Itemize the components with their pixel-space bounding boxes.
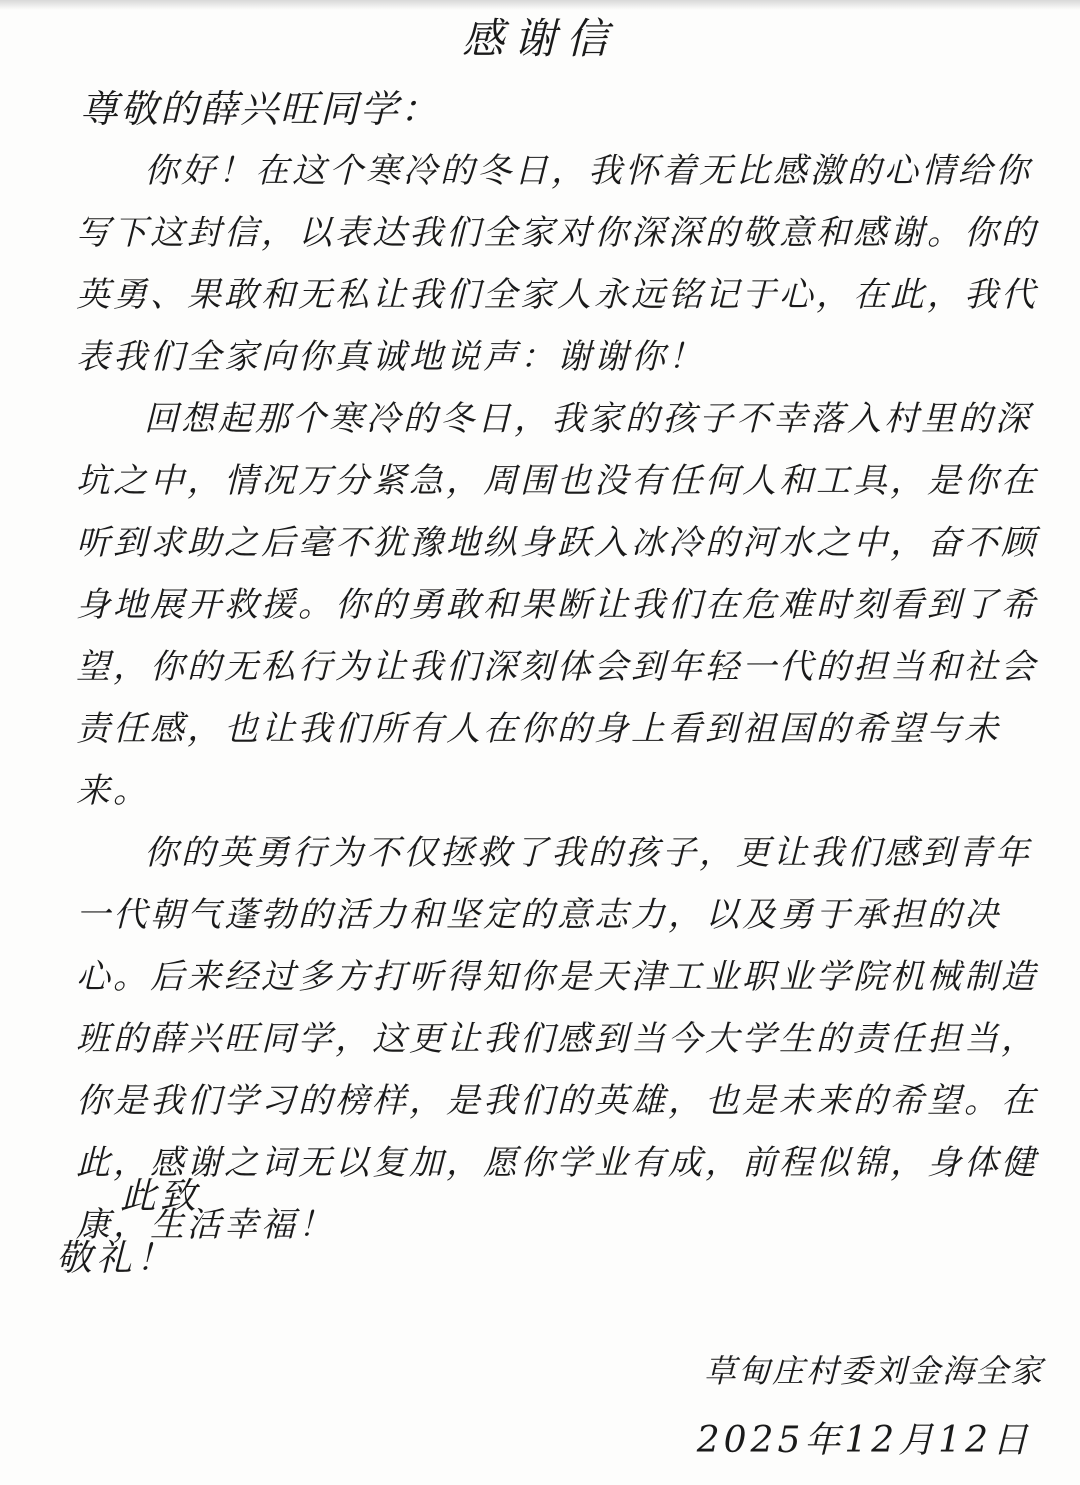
letter-regards: 敬礼！ bbox=[56, 1238, 177, 1279]
letter-salutation: 尊敬的薛兴旺同学： bbox=[80, 87, 441, 131]
letter-date: 2025年12月12日 bbox=[696, 1420, 1032, 1461]
letter-body bbox=[76, 140, 1061, 1256]
paragraph-recollection: 回想起那个寒冷的冬日，我家的孩子不幸落入村里的深坑之中，情况万分紧急，周围也没有任何人和工具，是你在听到求助之后毫不犹豫地纵身跃入冰冷的河水之中，奋不顾身地展开救援。你的勇敢和果断让我们在危难时刻看到了希望，你的无私行为让我们深刻体会到年轻一代的担当和社会责任感，也让我们所有人在你的身上看到祖国的希望与未来。 bbox=[76, 399, 1038, 811]
letter-title: 感谢信 bbox=[461, 14, 618, 63]
paragraph-greeting: 你好！在这个寒冷的冬日，我怀着无比感激的心情给你写下这封信，以表达我们全家对你深深的敬意和感谢。你的英勇、果敢和无私让我们全家人永远铭记于心，在此，我代表我们全家向你真诚地说声：谢谢你！ bbox=[76, 151, 1038, 377]
paragraph-gratitude: 你的英勇行为不仅拯救了我的孩子，更让我们感到青年一代朝气蓬勃的活力和坚定的意志力，以及勇于承担的决心。后来经过多方打听得知你是天津工业职业学院机械制造班的薛兴旺同学，这更让我们感到当今大学生的责任担当，你是我们学习的榜样，是我们的英雄，也是未来的希望。在此，感谢之词无以复加，愿你学业有成，前程似锦，身体健康，生活幸福！ bbox=[76, 833, 1038, 1245]
letter-signer: 草甸庄村委刘金海全家 bbox=[703, 1352, 1044, 1390]
letter-closing: 此致 bbox=[120, 1176, 201, 1217]
